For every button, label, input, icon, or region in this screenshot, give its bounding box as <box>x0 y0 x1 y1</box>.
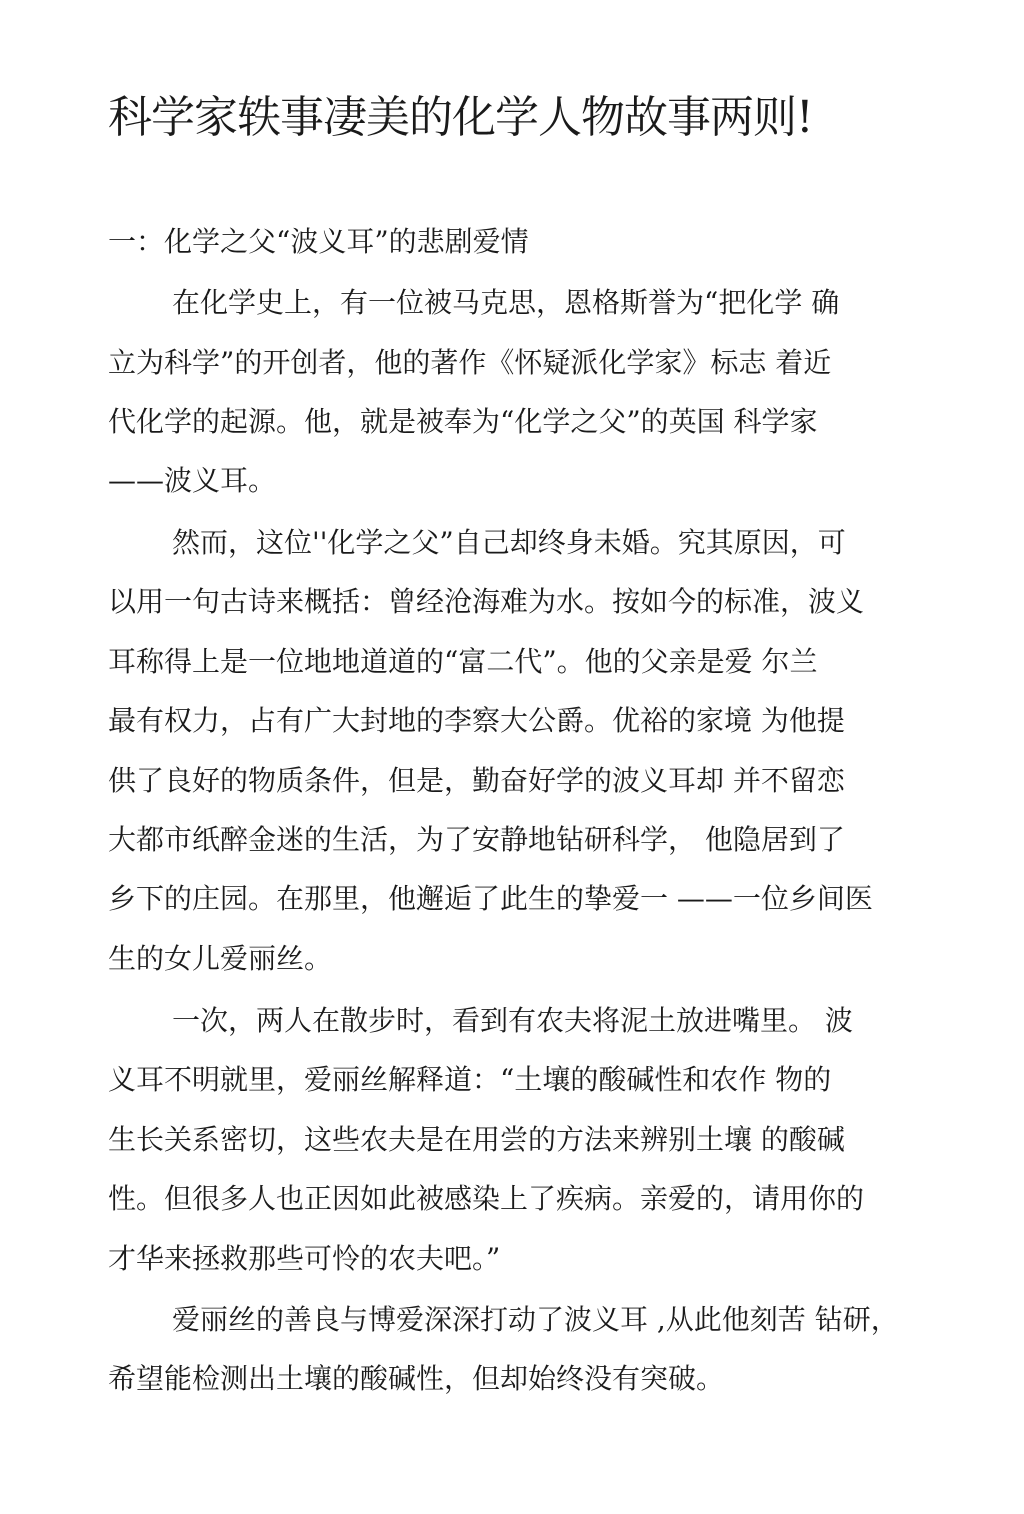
paragraph-4-line-1: 爱丽丝的善良与博爱深深打动了波义耳 ,从此他刻苦 钻研， <box>172 1303 899 1336</box>
paragraph-2-line-5: 供了良好的物质条件，但是，勤奋好学的波义耳却 并不留恋 <box>108 764 845 797</box>
document-title: 科学家轶事凄美的化学人物故事两则! <box>108 92 813 143</box>
paragraph-1-line-3: 代化学的起源。他，就是被奉为“化学之父”的英国 科学家 <box>108 405 818 438</box>
paragraph-3-line-2: 义耳不明就里，爱丽丝解释道：“土壤的酸碱性和农作 物的 <box>108 1063 832 1096</box>
paragraph-4-line-2: 希望能检测出土壤的酸碱性，但却始终没有突破。 <box>108 1362 725 1395</box>
paragraph-1-line-2: 立为科学”的开创者，他的著作《怀疑派化学家》标志 着近 <box>108 346 832 379</box>
paragraph-2-line-2: 以用一句古诗来概括：曾经沧海难为水。按如今的标准，波义 <box>108 585 865 618</box>
paragraph-2-line-4: 最有权力，占有广大封地的李察大公爵。优裕的家境 为他提 <box>108 704 845 737</box>
section-heading: 一：化学之父“波义耳”的悲剧爱情 <box>108 225 529 258</box>
paragraph-2-line-7: 乡下的庄园。在那里，他邂逅了此生的挚爱一 ——一位乡间医 <box>108 882 873 915</box>
paragraph-3-line-5: 才华来拯救那些可怜的农夫吧。” <box>108 1242 501 1275</box>
paragraph-3-line-4: 性。但很多人也正因如此被感染上了疾病。亲爱的，请用你的 <box>108 1182 865 1215</box>
paragraph-1-line-1: 在化学史上，有一位被马克思，恩格斯誉为“把化学 确 <box>172 286 840 319</box>
paragraph-2-line-6: 大都市纸醉金迷的生活，为了安静地钻研科学， 他隐居到了 <box>108 823 845 856</box>
paragraph-1-line-4: ——波义耳。 <box>108 464 277 497</box>
paragraph-2-line-1: 然而，这位''化学之父”自己却终身未婚。究其原因，可 <box>172 526 846 559</box>
paragraph-2-line-3: 耳称得上是一位地地道道的“富二代”。他的父亲是爱 尔兰 <box>108 645 818 678</box>
paragraph-2-line-8: 生的女儿爱丽丝。 <box>108 942 333 975</box>
paragraph-3-line-3: 生长关系密切，这些农夫是在用尝的方法来辨别土壤 的酸碱 <box>108 1123 845 1156</box>
paragraph-3-line-1: 一次，两人在散步时，看到有农夫将泥土放进嘴里。 波 <box>172 1004 853 1037</box>
